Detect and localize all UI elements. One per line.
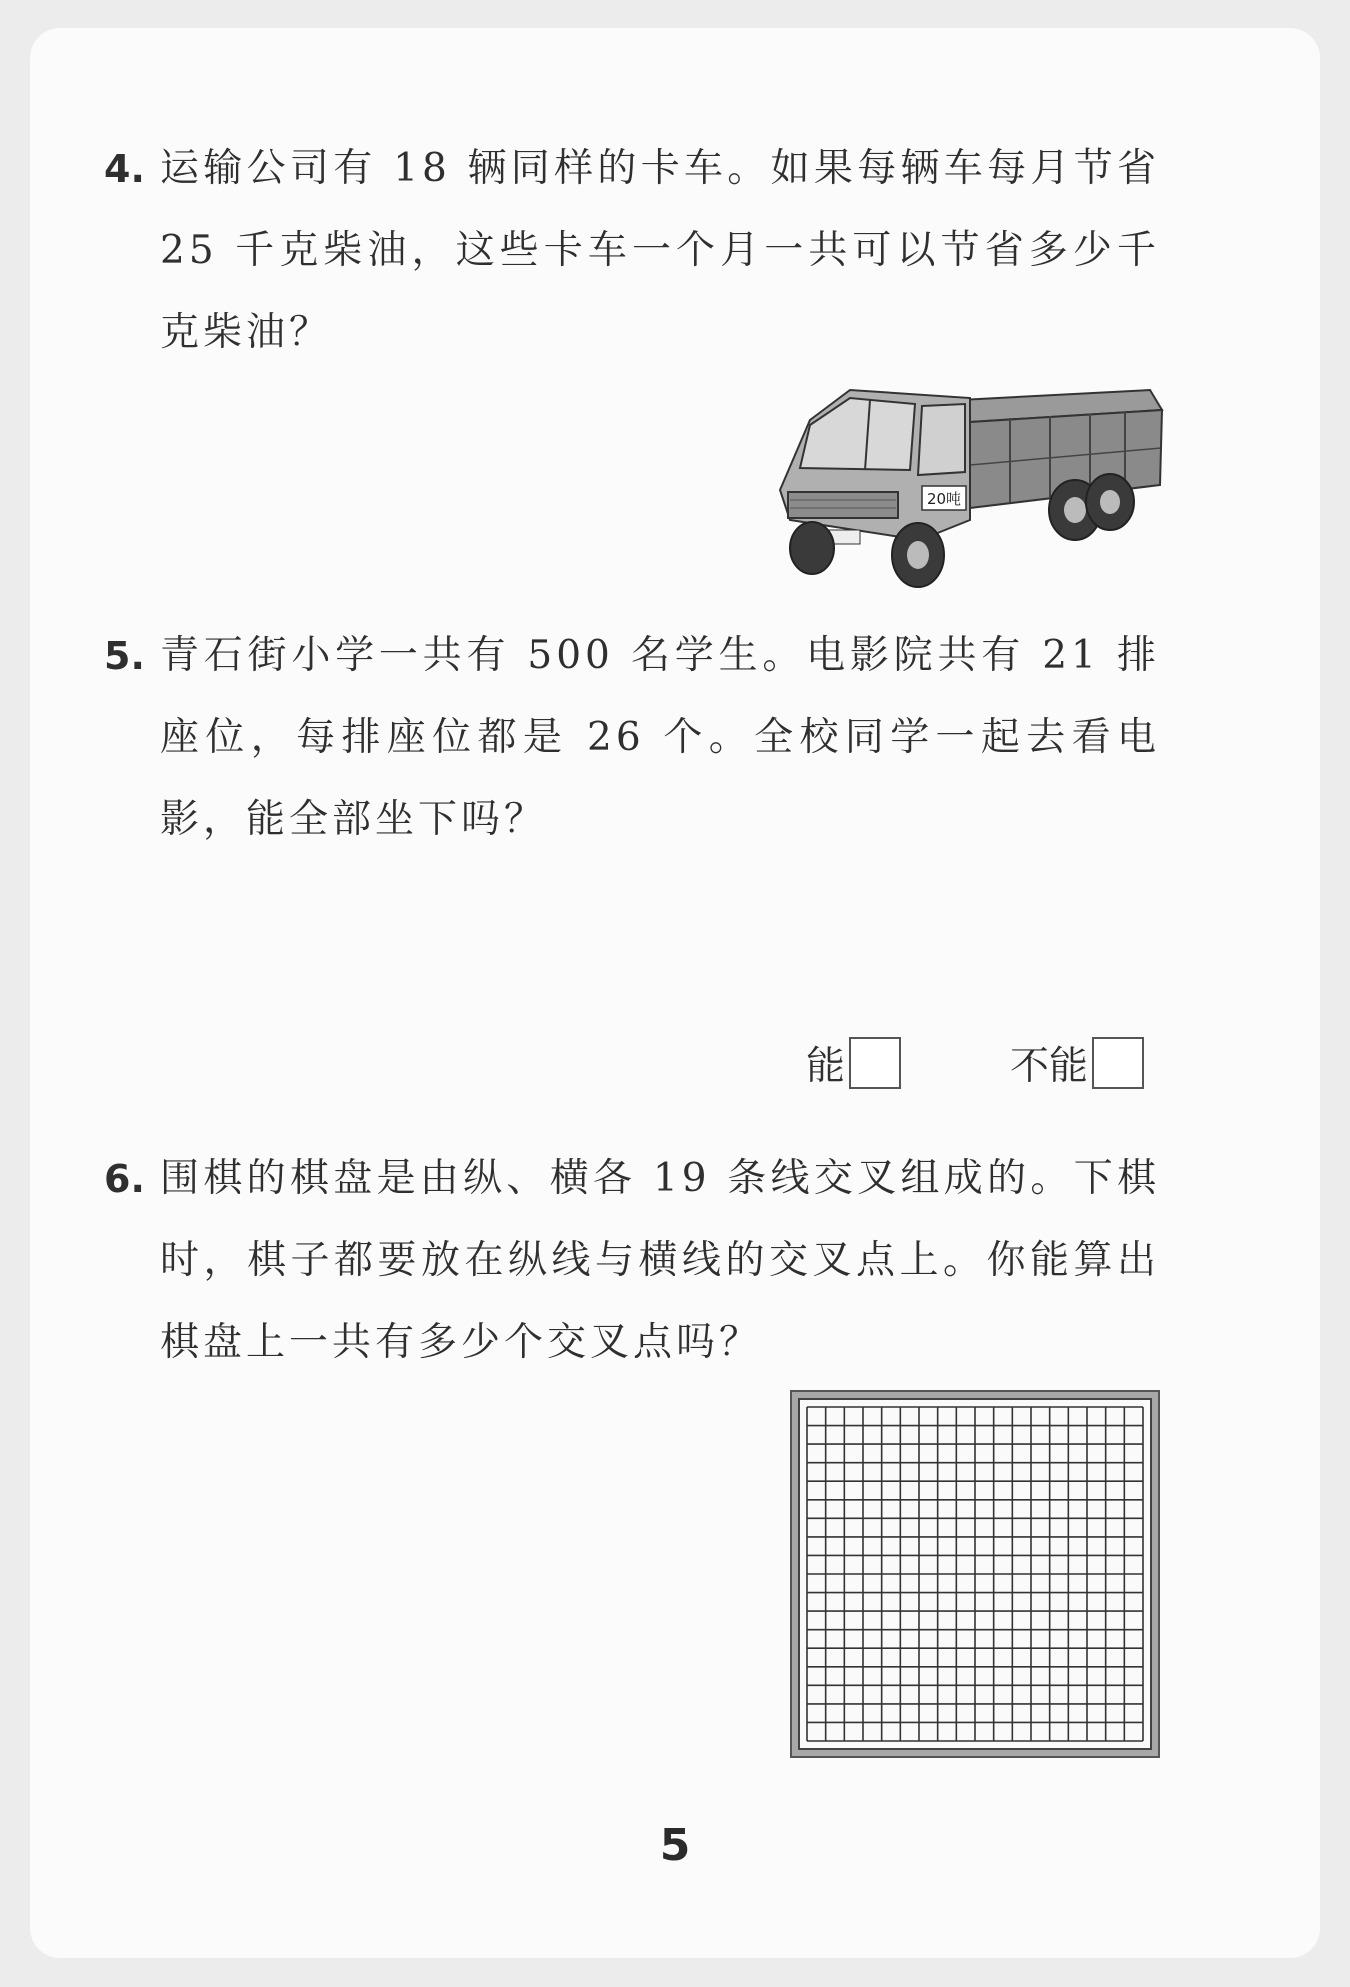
problem-text: 青石街小学一共有 500 名学生。电影院共有 21 排座位，每排座位都是 26 个。全校同学一起去看电影，能全部坐下吗？ (160, 633, 1160, 842)
truck-illustration (770, 380, 1170, 595)
problem-text: 运输公司有 18 辆同样的卡车。如果每辆车每月节省 25 千克柴油，这些卡车一个月一共可以节省多少千克柴油？ (160, 146, 1160, 355)
page-number: 5 (659, 1820, 691, 1871)
answer-checkbox[interactable] (1092, 1037, 1144, 1089)
answer-label: 不能 (1010, 1044, 1089, 1089)
truck-tonnage-label: 20吨 (926, 490, 962, 508)
problem-number: 5. (104, 634, 145, 678)
go-board-illustration (790, 1390, 1160, 1758)
problem-number: 6. (104, 1157, 145, 1201)
answer-label: 能 (806, 1044, 846, 1089)
answer-option-no[interactable] (1010, 1034, 1144, 1092)
answer-option-yes[interactable] (806, 1034, 901, 1092)
problem-number: 4. (104, 147, 145, 191)
problem-text: 围棋的棋盘是由纵、横各 19 条线交叉组成的。下棋时，棋子都要放在纵线与横线的交叉点上。你能算出棋盘上一共有多少个交叉点吗？ (160, 1156, 1160, 1365)
answer-checkbox[interactable] (849, 1037, 901, 1089)
